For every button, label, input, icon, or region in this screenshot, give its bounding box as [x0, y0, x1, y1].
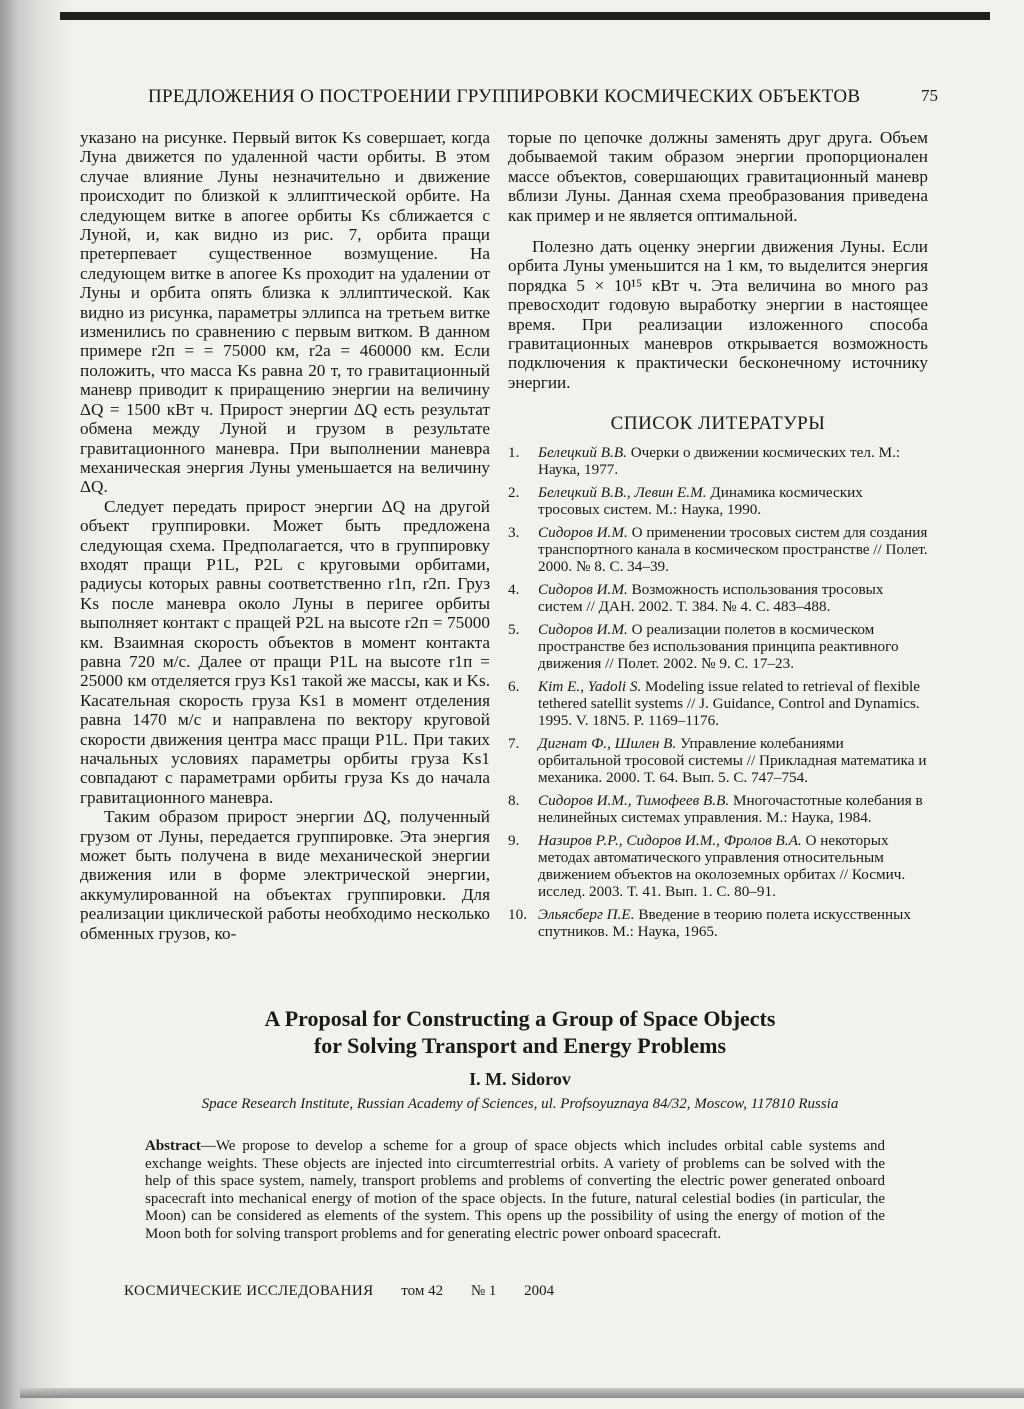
reference-author: Сидоров И.М.	[538, 580, 628, 598]
reference-item	[508, 832, 928, 900]
scan-shadow-left	[0, 0, 74, 1409]
paragraph: Таким образом прирост энергии ΔQ, полученный грузом от Луны, передается группировке. Эта энергия может быть получена в виде механической энергии движения или в форме электрической энергии, аккумулированной на объектах группировки. Для реализации циклической работы необходимо несколько обменных грузов, ко-	[80, 807, 490, 943]
reference-item	[508, 484, 928, 518]
journal-name: КОСМИЧЕСКИЕ ИССЛЕДОВАНИЯ	[124, 1283, 374, 1299]
journal-year: 2004	[524, 1283, 555, 1299]
reference-text: Очерки о движении космических тел. М.: Наука, 1977.	[538, 443, 901, 478]
references-title: СПИСОК ЛИТЕРАТУРЫ	[610, 413, 826, 435]
reference-item	[508, 444, 928, 478]
reference-author: Сидоров И.М.	[538, 523, 628, 541]
reference-item	[508, 792, 928, 826]
journal-volume: том 42	[401, 1283, 444, 1299]
reference-text: О применении тросовых систем для создания транспортного канала в космическом пространстве // Полет. 2000. № 8. С. 34–39.	[538, 523, 928, 575]
paragraph: торые по цепочке должны заменять друг друга. Объем добываемой таким образом энергии пропорционален массе объектов, совершающих гравитационный маневр вблизи Луны. Данная схема преобразования приведена как пример и не является оптимальной.	[508, 128, 928, 225]
reference-author: Назиров Р.Р., Сидоров И.М., Фролов В.А.	[538, 831, 802, 849]
journal-issue: № 1	[470, 1283, 497, 1299]
reference-text: О некоторых методах автоматического управления относительным движением объектов на околоземных орбитах // Космич. исслед. 2003. Т. 41. Вып. 1. С. 80–91.	[538, 831, 906, 900]
reference-item	[508, 678, 928, 729]
page-number: 75	[921, 86, 938, 105]
reference-item	[508, 906, 928, 940]
reference-number: 2.	[508, 483, 520, 501]
reference-author: Белецкий В.В.	[538, 443, 627, 461]
reference-text: О реализации полетов в космическом пространстве без использования принципа реактивного движения // Полет. 2002. № 9. С. 17–23.	[538, 620, 899, 672]
abstract-label: Abstract	[145, 1138, 201, 1154]
page-header	[148, 86, 938, 112]
reference-number: 10.	[508, 905, 527, 923]
reference-text: Modeling issue related to retrieval of flexible tethered satellit systems // J. Guidance, Control and Dynamics. 1995. V. 18N5. P. 1169–1176.	[538, 677, 921, 729]
reference-item	[508, 735, 928, 786]
references-list	[508, 444, 928, 940]
reference-item	[508, 621, 928, 672]
reference-number: 6.	[508, 677, 520, 695]
reference-number: 7.	[508, 734, 520, 752]
paragraph: указано на рисунке. Первый виток Ks совершает, когда Луна движется по удаленной части орбиты. В этом случае влияние Луны незначительно и движение происходит по близкой к эллиптической орбите. На следующем витке в апогее орбиты Ks сближается с Луной, и, как видно из рис. 7, орбита пращи претерпевает существенное возмущение. На следующем витке в апогее Ks проходит на удалении от Луны и орбита опять близка к эллиптической. Как видно из рисунка, параметры эллипса на третьем витке изменились по сравнению с первым витком. В данном примере r2п = = 75000 км, r2a = 460000 км. Если положить, что масса Ks равна 20 т, то гравитационный маневр приводит к приращению энергии на величину ΔQ = 1500 кВт ч. Прирост энергии ΔQ есть результат обмена между Луной и грузом в результате гравитационного маневра. При выполнении маневра механическая энергия Луны уменьшается на величину ΔQ.	[80, 128, 490, 497]
reference-number: 3.	[508, 523, 520, 541]
reference-item	[508, 524, 928, 575]
reference-text: Возможность использования тросовых систем // ДАН. 2002. Т. 384. № 4. С. 483–488.	[538, 580, 884, 615]
reference-author: Kim E., Yadoli S.	[538, 677, 642, 695]
reference-number: 5.	[508, 620, 520, 638]
reference-text: Многочастотные колебания в нелинейных системах управления. М.: Наука, 1984.	[538, 791, 923, 826]
reference-number: 1.	[508, 443, 520, 461]
reference-text: Управление колебаниями орбитальной тросовой системы // Прикладная математика и механика. 2000. Т. 64. Вып. 5. С. 747–754.	[538, 734, 927, 786]
english-abstract	[145, 1138, 885, 1244]
english-title-block	[140, 1005, 900, 1113]
reference-author: Эльясберг П.Е.	[538, 905, 635, 923]
english-title-line: for Solving Transport and Energy Problems	[313, 1033, 727, 1058]
reference-author: Дигнат Ф., Шилен В.	[538, 734, 677, 752]
reference-author: Сидоров И.М.	[538, 620, 628, 638]
reference-number: 9.	[508, 831, 520, 849]
reference-text: Введение в теорию полета искусственных спутников. М.: Наука, 1965.	[538, 905, 911, 940]
reference-number: 8.	[508, 791, 520, 809]
reference-item	[508, 581, 928, 615]
english-author: I. M. Sidorov	[469, 1069, 571, 1089]
paragraph: Следует передать прирост энергии ΔQ на другой объект группировки. Может быть предложена следующая схема. Предполагается, что в группировку входят пращи P1L, P2L с круговыми орбитами, радиусы которых равны соответственно r1п, r2п. Груз Ks после маневра около Луны в перигее орбиты выполняет контакт с пращей P2L на высоте r2п = 75000 км. Взаимная скорость объектов в момент контакта равна 720 м/с. Далее от пращи P1L на высоте r1п = 25000 км отделяется груз Ks1 такой же массы, как и Ks. Касательная скорость груза Ks1 в момент отделения равна 1470 м/с и направлена по вектору круговой скорости движения центра масс пращи P1L. При таких начальных условиях параметры орбиты груза Ks1 совпадают с параметрами орбиты груза Ks до начала гравитационного маневра.	[80, 496, 490, 807]
english-title-line: A Proposal for Constructing a Group of Space Objects	[264, 1006, 776, 1031]
scan-edge-top	[60, 12, 990, 20]
reference-number: 4.	[508, 580, 520, 598]
right-column	[508, 128, 928, 946]
left-column	[80, 128, 490, 943]
reference-text: Динамика космических тросовых систем. М.: Наука, 1990.	[538, 483, 863, 518]
abstract-text: —We propose to develop a scheme for a group of space objects which includes orbital cable systems and exchange weights. These objects are injected into circumterrestrial orbits. A variety of problems can be solved with the help of this space system, namely, transport problems and problems of converting the electric power generated onboard spacecraft into mechanical energy of motion of the space objects. In the future, natural celestial bodies (in particular, the Moon) can be considered as elements of the system. This opens up the possibility of using the energy of motion of the Moon both for solving transport problems and for generating electric power onboard spacecraft.	[145, 1138, 885, 1242]
english-affiliation: Space Research Institute, Russian Academy of Sciences, ul. Profsoyuznaya 84/32, Moscow, 117810 Russia	[201, 1096, 839, 1112]
page-footer	[124, 1283, 578, 1300]
running-head: ПРЕДЛОЖЕНИЯ О ПОСТРОЕНИИ ГРУППИРОВКИ КОСМИЧЕСКИХ ОБЪЕКТОВ	[148, 86, 861, 107]
reference-author: Белецкий В.В., Левин Е.М.	[538, 483, 707, 501]
scan-edge-bottom	[20, 1388, 1024, 1398]
paragraph: Полезно дать оценку энергии движения Луны. Если орбита Луны уменьшится на 1 км, то выделится энергия порядка 5 × 10¹⁵ кВт ч. Эта величина во много раз превосходит годовую выработку энергии в настоящее время. При реализации изложенного способа гравитационных маневров открывается возможность подключения к практически бесконечному источнику энергии.	[508, 237, 928, 392]
reference-author: Сидоров И.М., Тимофеев В.В.	[538, 791, 730, 809]
